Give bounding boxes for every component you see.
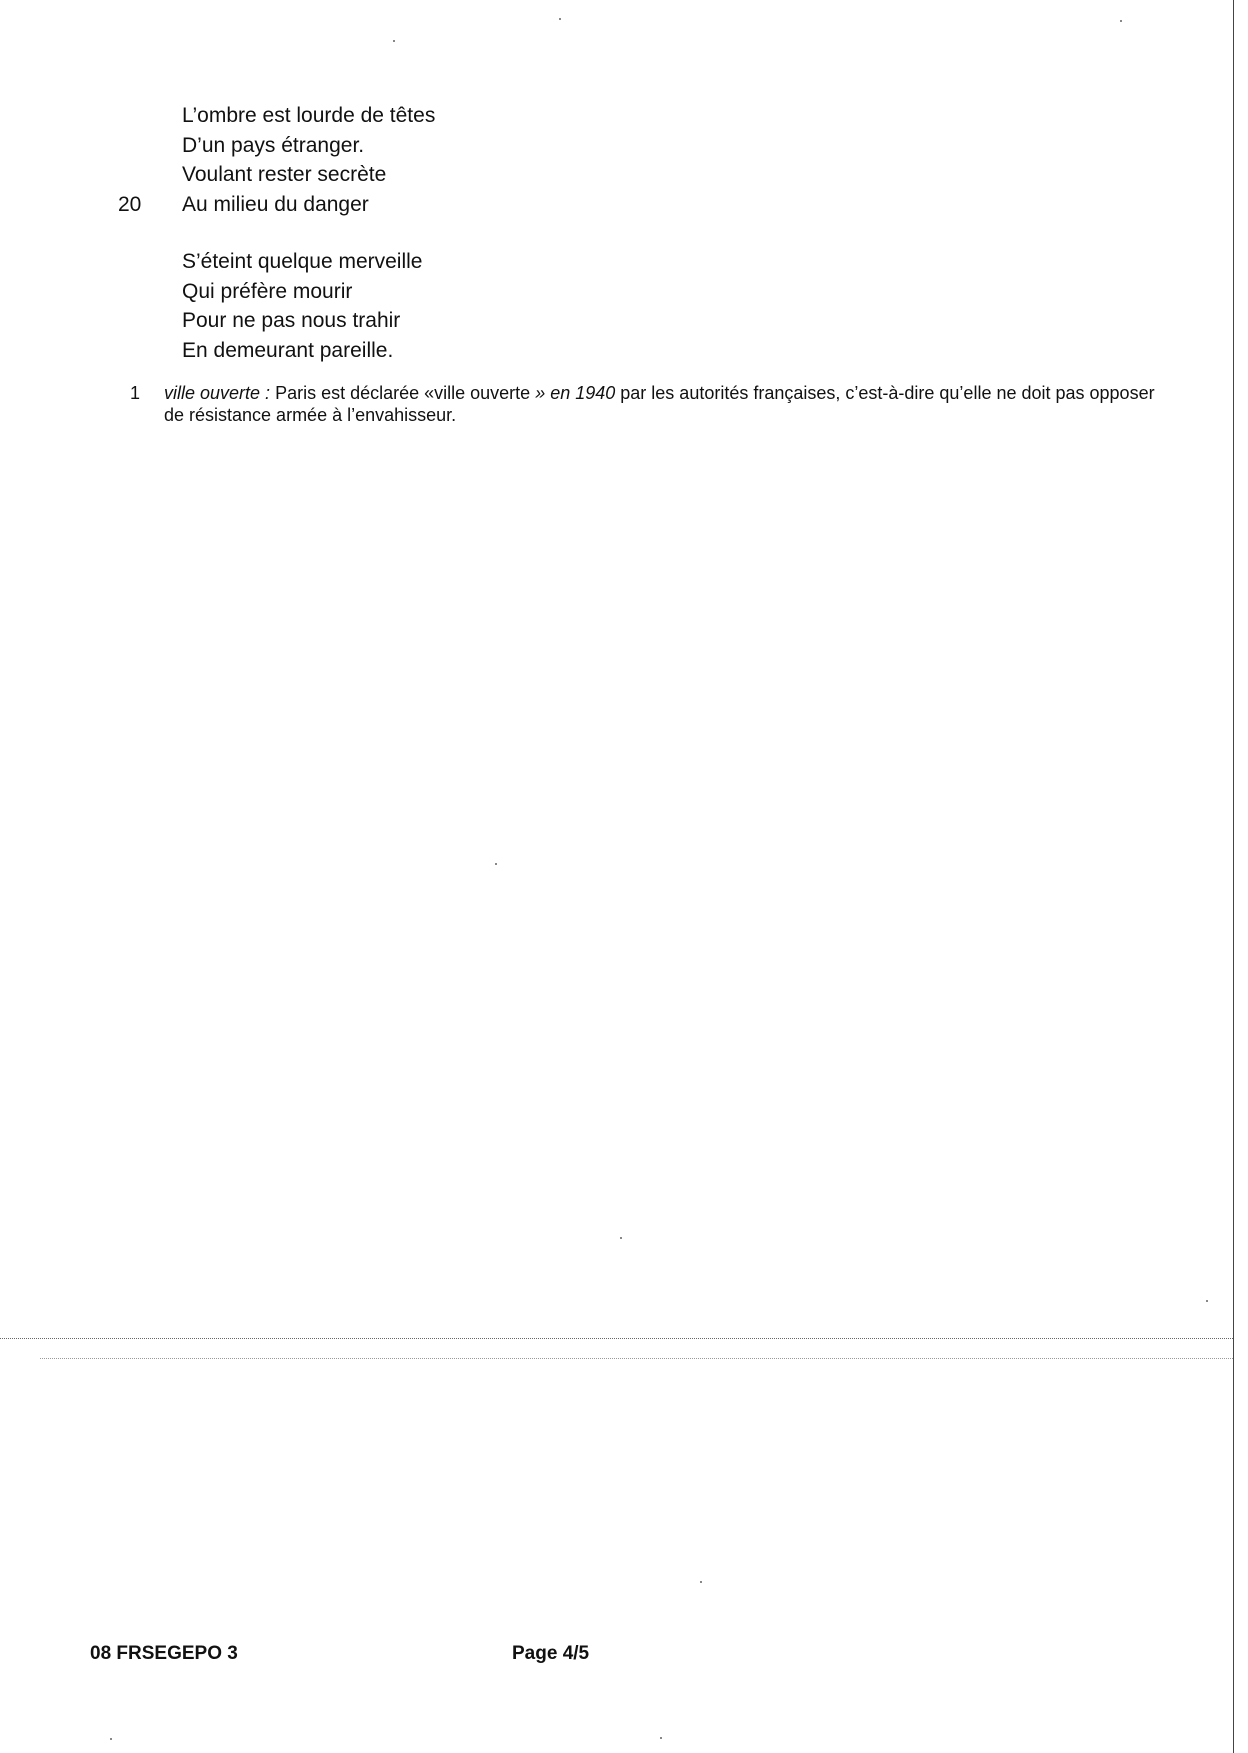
scan-speck — [620, 1237, 622, 1239]
scan-speck — [700, 1581, 702, 1583]
footnote-marker: 1 — [130, 383, 141, 403]
separator-dotted-line — [40, 1358, 1233, 1359]
footnote-text-part: par les autorités françaises, c’est-à-dire qu’elle ne doit pas opposer de résistance armée à l’envahisseur. — [164, 383, 1155, 425]
scan-speck — [110, 1738, 112, 1740]
scan-speck — [1120, 20, 1122, 22]
separator-dotted-line — [0, 1338, 1233, 1339]
scan-speck — [660, 1737, 662, 1739]
poem-line-number: 20 — [118, 193, 142, 216]
scan-speck — [559, 18, 561, 20]
footnote-text-part: Paris est déclarée «ville ouverte — [270, 383, 536, 403]
poem-line: Au milieu du danger — [182, 192, 369, 216]
poem-line: Qui préfère mourir — [182, 279, 353, 303]
footnote-italic-part: » en 1940 — [535, 383, 616, 403]
footnote-term: ville ouverte : — [164, 383, 271, 403]
poem-line: Pour ne pas nous trahir — [182, 309, 401, 332]
poem-stanza-1 — [182, 101, 435, 219]
poem-line: L’ombre est lourde de têtes — [182, 104, 436, 127]
poem-line: Voulant rester secrète — [182, 163, 387, 186]
poem-line: D’un pays étranger. — [182, 133, 365, 157]
poem-stanza-2 — [182, 247, 435, 365]
footnote — [130, 382, 1160, 426]
scan-speck — [1206, 1300, 1208, 1302]
scan-speck — [393, 40, 395, 42]
scan-speck — [495, 863, 497, 865]
poem-line: S’éteint quelque merveille — [182, 250, 423, 273]
poem — [182, 101, 435, 365]
footer-page-number: Page 4/5 — [512, 1643, 590, 1664]
poem-line: En demeurant pareille. — [182, 338, 394, 362]
page-right-border — [1233, 0, 1234, 1753]
footnote-text — [164, 382, 1160, 426]
footer-exam-code: 08 FRSEGEPO 3 — [90, 1643, 238, 1664]
